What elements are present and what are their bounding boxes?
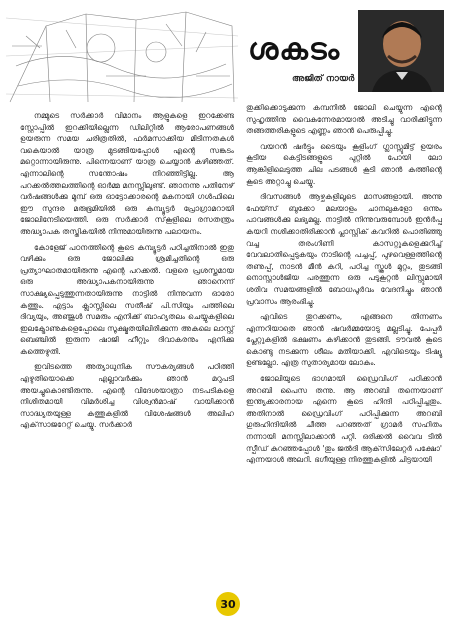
- paragraph: ഇവിടത്തെ അത്യാധുനിക സൗകര്യങ്ങൾ പഠിത്തി എഴുതിയൊക്കെ എല്ലാവർക്കും ഞാൻ മറുപടി അയച്ചുകൊണ്ടിരുന്നു. എന്റെ വിദേശയാത്രാ നടപടികളെ നിശിതമായി വിമർശിച്ച വിശ്വൻമാഷ് വായിക്കാൻ സാദ്ധ്യതയുള്ള കത്തുകളിൽ വിശേഷങ്ങൾ അലിഹ എക്‌സാജറേറ്റ് ചെയ്യു. സർക്കാർ: [20, 362, 234, 430]
- author-byline: അജിത് നായർ: [292, 74, 355, 84]
- right-column: [246, 102, 442, 470]
- paragraph: ജോലിയുടെ ഭാഗമായി ഡ്രൈവിംഗ് പഠിക്കാൻ അറബി പൈസ തന്നു. ആ അറബി തന്നെയാണ് ഇന്ത്യക്കാരനായ എന്നെ കൂടെ ഹിന്ദി പഠിപ്പിച്ചതും. അതിനാൽ ഡ്രൈവിംഗ് പഠിപ്പിക്കുന്ന അറബി ഗുരുഹിന്ദിയിൽ ചീത്ത പറഞ്ഞത് ഗ്രാമർ സഹിതം നന്നായി മനസ്സിലാക്കാൻ പറ്റി. ഒരിക്കൽ വൈവ ടിൽ സ്പീഡ് കുറഞ്ഞപ്പോൾ 'തും ജൽദി ആക്‌സിലേറ്റർ പക്ഷോ' എന്നയാൾ അലറി. ഭഗീയുള്ള നിരത്തുകളിൽ ചിട്ടയായി: [246, 374, 442, 465]
- page-number: 30: [216, 592, 240, 616]
- author-photo: [358, 10, 444, 92]
- author-portrait-image: [358, 10, 444, 92]
- paragraph: തുക്കിക്കൊടുക്കുന്ന കമ്പനിൽ ജോലി ചെയ്യുന്ന എന്റെ സുഹൃത്തിനു വൈകുന്നേരമായാൽ അടിച്ചു വാരിക്കിട്ടുന്ന തങ്ങത്തരികളുടെ എണ്ണം ഞാൻ പെരുപ്പിച്ചു.: [246, 103, 442, 136]
- pen-sketch-illustration: [6, 6, 238, 106]
- paragraph: എവിടെ തുറക്കണം, എങ്ങനെ തിന്നണം എന്നറിയാതെ ഞാൻ ഷവർമ്മയോടു മല്ലടിച്ചു. പേപ്പർ പ്ലേറ്റുകളിൽ ഭക്ഷണം കഴിക്കാൻ തുടങ്ങി. ടൗവൽ കൂടെ കൊണ്ടു നടക്കുന്ന ശീലം മതിയാക്കി. എവിടെയും ടിഷ്യു ഉണ്ടല്ലോ. എത്ര സുതാര്യമായ ലോകം.: [246, 312, 442, 368]
- article-title: ശകടം: [248, 32, 341, 67]
- paragraph: വയറൻ ഷർട്ടും ടൈയും കൂളിംഗ് ഗ്ലാസ്സുമിട്ട് ഉയരം കൂടിയ കെട്ടിടങ്ങളുടെ പുറ്റിൽ പോയി ലോ ആങ്കിളിലെടുത്ത ചില പടങ്ങൾ കൂടി ഞാൻ കത്തിന്റെ കൂടെ അറ്റാച്ചു ചെയ്യു.: [246, 141, 442, 186]
- left-column: [20, 110, 234, 435]
- paragraph: നമ്മുടെ സർക്കാർ വിമാനം ആളുകളെ ഇറക്കേണ്ട സ്റ്റോപ്പിൽ ഇറക്കിയില്ലെന്ന ഡിലിറ്റിൽ ആരോപണങ്ങൾ ഉയരുന്ന സമയ ചരിത്രതിൽ, ഫർമസാക്കിയ മിടിന്നതകൾ വകെയാൽ യാത്ര മുടങ്ങിയപ്പോൾ എന്റെ സങ്കടം മറ്റൊന്നായിരുന്നു. പിന്നെയാണ് യാത്ര ചെയ്യാൻ കഴിഞ്ഞത്. എന്നാലിന്റെ സന്തോഷം നിറഞ്ഞിട്ടില്ല. ആ പറക്കൽത്തലത്തിന്റെ ഓർമ്മ മനസ്സിലുണ്ട്. ഞാനന്നു പതിനേഴ് വർഷങ്ങൾക്കു മുമ്പ് ഒരു ഓട്ടോക്കാരന്റെ മകനായി ഗൾഫിലെ ഈ സുന്ദര മരുഭൂമിയിൽ ഒരു കമ്പ്യൂട്ടർ പ്രോഗ്രാമറായി ജോലിനേടിയെത്തി. ഒരു സർക്കാർ സ്‌കൂളിലെ രസതന്ത്രം അദ്ധ്യാപക തസ്തികയിൽ നിന്നുമായിരുന്നു പലായനം.: [20, 111, 234, 236]
- paragraph: ദിവസങ്ങൾ ആഴ്ചകളിലൂടെ മാസങ്ങളായി. അന്നു ഫേയ്‌സ് ബുക്കോ മലയാളം ചാനലുകളോ ഒന്നും പാവങ്ങൾക്കു ലഭ്യമല്ല. നാട്ടിൽ നിന്നുവരുമ്പോൾ ഇൻർപ്പ കയറി നശിക്കാതിരിക്കാൻ പ്ലാസ്റ്റിക് കവറിൽ പൊതിഞ്ഞു വച്ച തരംഗിണി കാസറ്റുകളെക്കുറിച്ച് വേവലാതിപ്പെടുകയും നാടിന്റെ പച്ചപ്പ്, പുഴവെള്ളത്തിന്റെ തണുപ്പ്, നാടൻ മീൻ കറി, പഠിച്ച സ്കൂൾ മുറ്റം, തുടങ്ങി നൊസ്റ്റാൾജിയ പരത്തുന്ന ഒരു പടുകൂറ്റൻ ലിസ്റ്റുമായി ശരിവ സമയങ്ങളിൽ ബോധപൂർവം വേദനിച്ചും ഞാൻ പ്രവാസം ആരംഭിച്ചു.: [246, 192, 442, 306]
- paragraph: കോളേജ് പഠനത്തിന്റെ കൂടെ കമ്പ്യൂട്ടർ പഠിച്ചതിനാൽ ഇതു വഴിക്കും ഒരു ജോലിക്കു ശ്രമിച്ചതിന്റെ ഒരു പ്രത്യാഘാതമായിരുന്നു എന്റെ പറക്കൽ. വളരെ പ്രശസ്തമായ ഒരു അദ്ധ്യാപകനായിരുന്നു ഞാനെന്ന് സാക്ഷ്യപ്പെടുത്തുന്നതായിരുന്നു നാട്ടിൽ നിന്നുവന്ന ഓരോ കത്തും. എട്ടാം ക്ലാസ്സിലെ സതീഷ് പി.സിയും പത്തിലെ ദിവ്യയും, അഞ്ജുൾ സമരും എനിക്ക് ബാഹ്യതലം ചെയ്യുകളിലെ ഇലക്ട്രോണുകളെപ്പോലെ സൂക്ഷ്മതയിലിരിക്കുന്ന അകലെ ലാസ്റ്റ് ബെഞ്ചിൽ ഇരുന്ന ഷാജി ഹീറ്റും ദിവാകരനും എനിക്കു കത്തെഴുതി.: [20, 242, 234, 356]
